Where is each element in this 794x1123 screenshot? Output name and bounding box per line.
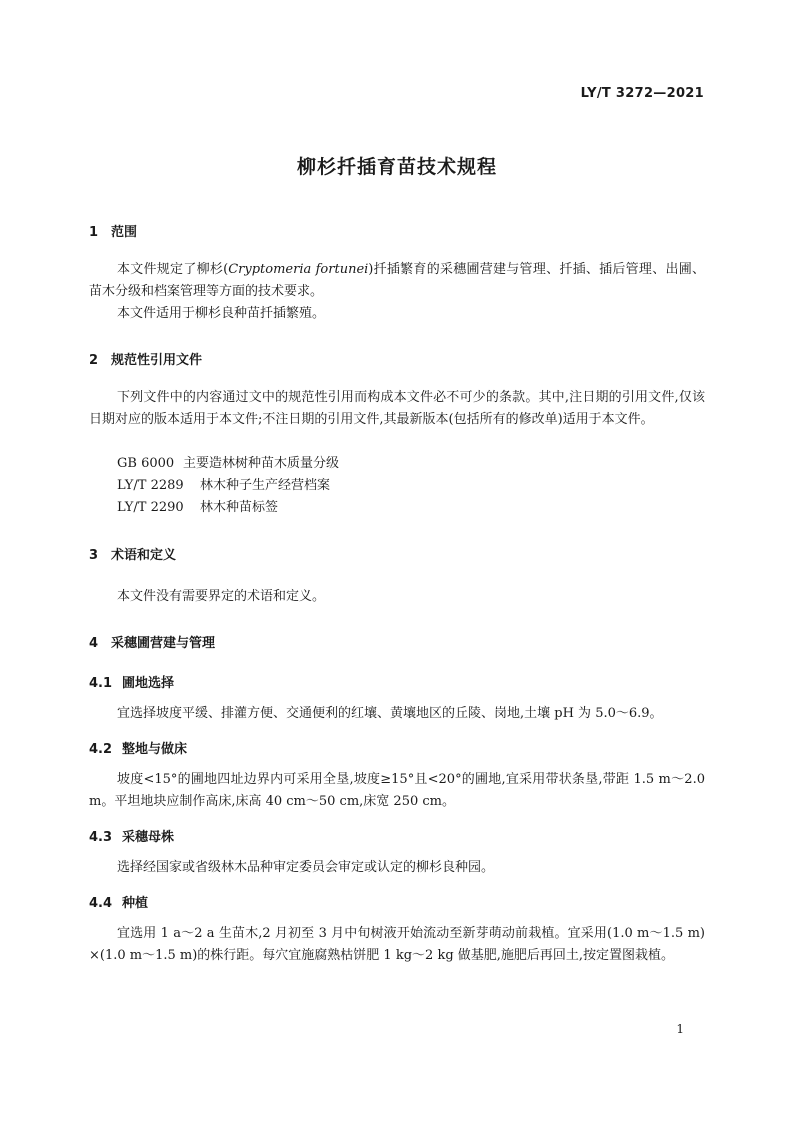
subsection-title: 整地与做床: [122, 742, 188, 757]
reference-code: LY/T 2289: [117, 478, 184, 493]
subsection-4-4-paragraph: 宜选用 1 a～2 a 生苗木,2 月初至 3 月中旬树液开始流动至新芽萌动前栽植。宜采用(1.0 m～1.5 m) ×(1.0 m～1.5 m)的株行距。每穴宜施腐熟枯饼肥 1 kg～2 kg 做基肥,施肥后再回土,按定置图栽植。: [89, 926, 705, 963]
reference-name: 主要造林树种苗木质量分级: [183, 456, 340, 471]
section-2-heading: [89, 349, 202, 368]
subsection-4-1-heading: [89, 672, 174, 691]
page-number: 1: [676, 1022, 684, 1036]
subsection-number: 4.4: [89, 896, 113, 911]
section-title: 采穗圃营建与管理: [111, 636, 216, 651]
section-1-paragraph-2: 本文件适用于柳杉良种苗扦插繁殖。: [117, 306, 326, 321]
section-2-paragraph-1: 下列文件中的内容通过文中的规范性引用而构成本文件必不可少的条款。其中,注日期的引用文件,仅该日期对应的版本适用于本文件;不注日期的引用文件,其最新版本(包括所有的修改单)适用于本文件。: [89, 390, 705, 427]
standard-code: LY/T 3272—2021: [580, 86, 704, 101]
section-number: 1: [89, 225, 99, 240]
subsection-4-3-heading: [89, 826, 174, 845]
reference-name: 林木种子生产经营档案: [200, 478, 331, 493]
reference-item: [117, 453, 339, 475]
subsection-4-1-paragraph: 宜选择坡度平缓、排灌方便、交通便利的红壤、黄壤地区的丘陵、岗地,土壤 pH 为 5.0～6.9。: [117, 706, 663, 721]
document-title: 柳杉扦插育苗技术规程: [296, 156, 497, 178]
section-1-heading: [89, 221, 137, 240]
text-run: 本文件规定了柳杉(: [117, 262, 229, 277]
subsection-4-2-paragraph: 坡度<15°的圃地四址边界内可采用全垦,坡度≥15°且<20°的圃地,宜采用带状条垦,带距 1.5 m～2.0 m。平坦地块应制作高床,床高 40 cm～50 cm,床宽 250 cm。: [89, 772, 705, 809]
subsection-4-2-heading: [89, 738, 187, 757]
subsection-number: 4.2: [89, 742, 113, 757]
reference-code: LY/T 2290: [117, 500, 184, 515]
reference-item: [117, 475, 330, 497]
subsection-title: 采穗母株: [122, 830, 175, 845]
section-title: 规范性引用文件: [111, 353, 203, 368]
reference-item: [117, 497, 278, 519]
latin-name: Cryptomeria fortunei: [228, 262, 369, 277]
section-4-heading: [89, 632, 215, 651]
subsection-4-4-heading: [89, 892, 148, 911]
section-title: 范围: [111, 225, 138, 240]
reference-name: 林木种苗标签: [200, 500, 279, 515]
reference-code: GB 6000: [117, 456, 175, 471]
section-number: 2: [89, 353, 99, 368]
section-number: 4: [89, 636, 99, 651]
section-1-paragraph-1: [89, 259, 705, 303]
subsection-title: 圃地选择: [122, 676, 175, 691]
subsection-title: 种植: [122, 896, 149, 911]
section-title: 术语和定义: [111, 548, 177, 563]
subsection-number: 4.1: [89, 676, 113, 691]
section-number: 3: [89, 548, 99, 563]
text-run: )扦插繁育的采穗圃营建与管理、扦插、插后管理、出圃、苗木分级和档案管理等方面的技术要求。: [89, 262, 705, 299]
section-3-paragraph-1: 本文件没有需要界定的术语和定义。: [117, 589, 326, 604]
subsection-4-3-paragraph: 选择经国家或省级林木品种审定委员会审定或认定的柳杉良种园。: [117, 860, 495, 875]
section-3-heading: [89, 544, 176, 563]
subsection-number: 4.3: [89, 830, 113, 845]
